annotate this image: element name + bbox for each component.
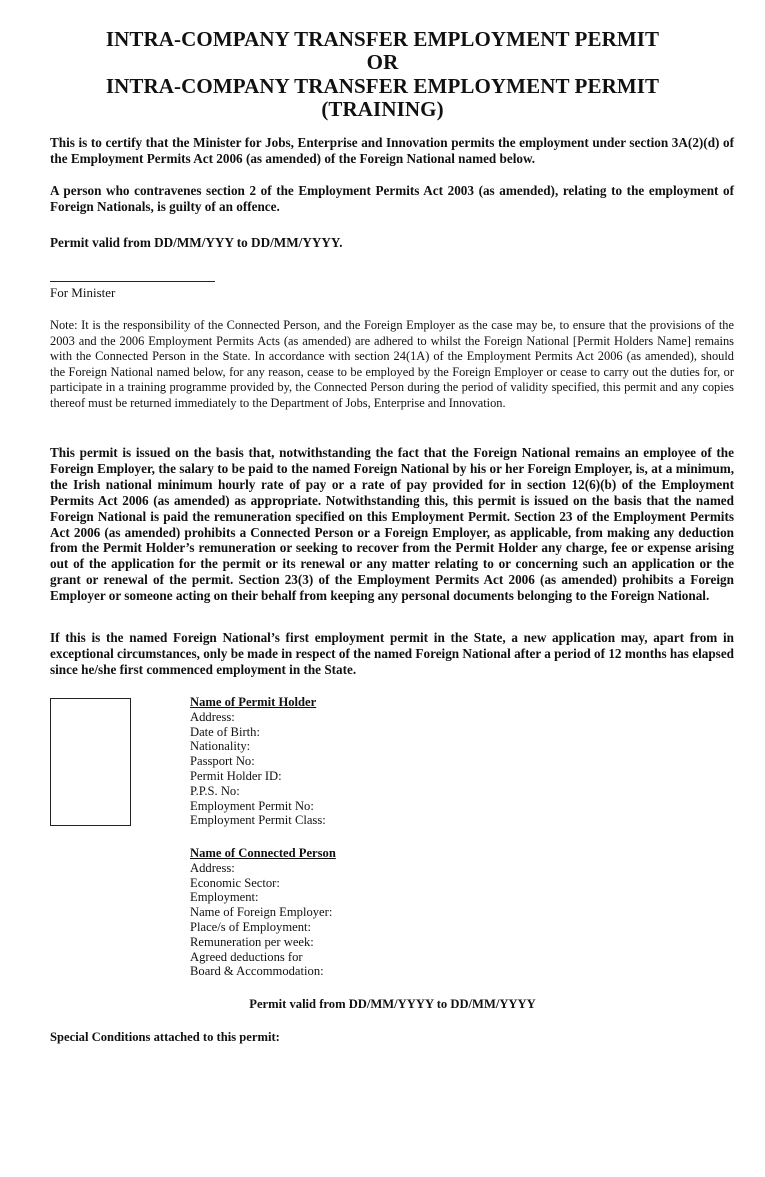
connected-person-section <box>190 846 336 979</box>
holder-id-label: Permit Holder ID: <box>190 768 282 783</box>
cp-employment-label: Employment: <box>190 890 259 905</box>
holder-dob-label: Date of Birth: <box>190 724 260 739</box>
note-paragraph: Note: It is the responsibility of the Connected Person, and the Foreign Employer as the case may be, to ensure that the provisions of the 2003 and the 2006 Employment Permits Acts (as amended) are adhered to whilst the Foreign National [Permit Holders Name] remains with the Connected Person in the State. In accordance with section 24(1A) of the Employment Permits Act 2006 (as amended), should the Foreign National named below, for any reason, cease to be employed by the Foreign Employer or cease to carry out the duties for, or participate in a training programme provided by, the Connected Person during the period of validity specified, this permit and any copies thereof must be returned immediately to the Department of Jobs, Enterprise and Innovation. <box>50 318 734 410</box>
title-line-2: OR <box>366 50 399 74</box>
title-line-4: (TRAINING) <box>321 97 444 121</box>
cp-board-label: Board & Accommodation: <box>190 964 324 979</box>
cp-address-label: Address: <box>190 860 235 875</box>
special-conditions-label: Special Conditions attached to this permit: <box>50 1030 280 1044</box>
holder-nationality-label: Nationality: <box>190 739 251 754</box>
photo-box <box>50 698 131 826</box>
certify-paragraph: This is to certify that the Minister for Jobs, Enterprise and Innovation permits the employment under section 3A(2)(d) of the Employment Permits Act 2006 (as amended) of the Foreign National named below. <box>50 135 734 166</box>
connected-person-heading: Name of Connected Person <box>190 846 336 860</box>
cp-remuneration-label: Remuneration per week: <box>190 934 314 949</box>
holder-address-label: Address: <box>190 709 235 724</box>
title-line-3: INTRA-COMPANY TRANSFER EMPLOYMENT PERMIT <box>105 74 660 98</box>
offence-paragraph: A person who contravenes section 2 of the Employment Permits Act 2003 (as amended), relating to the employment of Foreign Nationals, is guilty of an offence. <box>50 183 734 214</box>
permit-holder-section <box>190 695 326 828</box>
cp-place-label: Place/s of Employment: <box>190 919 312 934</box>
holder-permit-no-label: Employment Permit No: <box>190 798 314 813</box>
first-permit-paragraph: If this is the named Foreign National’s first employment permit in the State, a new application may, apart from in exceptional circumstances, only be made in respect of the named Foreign National after a period of 12 months has elapsed since he/she first commenced employment in the State. <box>50 630 735 677</box>
cp-deductions-label: Agreed deductions for <box>190 949 303 964</box>
basis-paragraph: This permit is issued on the basis that, notwithstanding the fact that the Foreign National remains an employee of the Foreign Employer, the salary to be paid to the named Foreign National by his or her Foreign Employer, is, at a minimum, the Irish national minimum hourly rate of pay or a rate of pay provided for in section 12(6)(b) of the Employment Permits Act 2006 (as amended) as appropriate. Notwithstanding this, this permit is issued on the basis that the named Foreign National is paid the remuneration specified on this Employment Permit. Section 23 of the Employment Permits Act 2006 (as amended) prohibits a Connected Person or a Foreign Employer, as applicable, from making any deduction from the Permit Holder’s remuneration or seeking to recover from the Permit Holder any charge, fee or expense arising out of the application for the permit or its renewal or any matter relating to or concerning such an application or the grant or renewal of the permit. Section 23(3) of the Employment Permits Act 2006 (as amended) prohibits a Foreign Employer or someone acting on their behalf from keeping any personal documents belonging to the Foreign National. <box>50 445 734 604</box>
valid-from-line: Permit valid from DD/MM/YYY to DD/MM/YYYY. <box>50 235 343 250</box>
footer-valid-from: Permit valid from DD/MM/YYYY to DD/MM/YYYY <box>249 997 536 1011</box>
title-line-1: INTRA-COMPANY TRANSFER EMPLOYMENT PERMIT <box>105 27 660 51</box>
holder-pps-label: P.P.S. No: <box>190 783 240 798</box>
cp-sector-label: Economic Sector: <box>190 875 280 890</box>
for-minister-label: For Minister <box>50 285 116 300</box>
holder-permit-class-label: Employment Permit Class: <box>190 813 326 828</box>
holder-passport-label: Passport No: <box>190 754 255 769</box>
signature-line <box>50 281 215 282</box>
permit-holder-heading: Name of Permit Holder <box>190 695 317 709</box>
cp-employer-label: Name of Foreign Employer: <box>190 905 333 920</box>
